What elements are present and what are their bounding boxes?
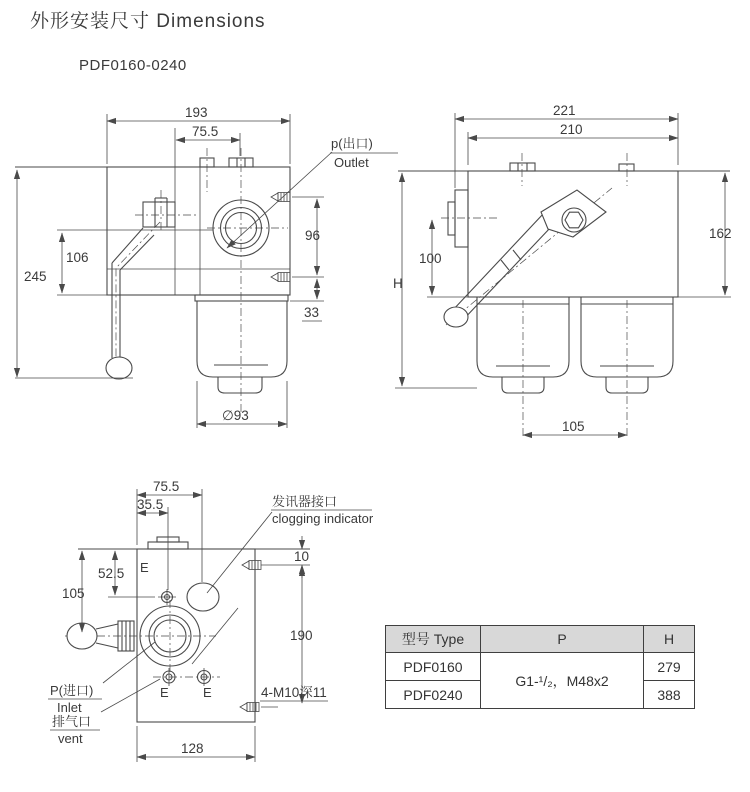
dim-top-width: 75.5 [153,479,180,494]
dim-front-bowl-dia: ∅93 [222,408,249,423]
spec-h-0: 279 [644,653,695,681]
top-handle-knob [67,623,97,649]
dim-side-bowl-spacing: 105 [562,419,585,434]
outlet-label-cn: p(出口) [331,136,373,151]
outlet-label-en: Outlet [334,155,369,170]
side-body [468,171,678,297]
side-handle [444,188,612,327]
side-mounting-studs [510,153,634,186]
dim-front-offset: 33 [304,305,320,320]
port-e1-label: E [160,685,169,700]
top-indicator-port [187,489,272,611]
dim-top-depth: 128 [181,741,204,756]
vent-label-en: vent [58,731,83,746]
side-dimensions [393,103,732,435]
thread-note: 4-M10深11 [261,685,327,700]
dim-top-height-inner: 52.5 [98,566,125,581]
page-title [30,6,266,33]
dim-top-port-offset: 10 [294,549,310,564]
dim-front-height: 245 [24,269,47,284]
front-body [107,167,290,295]
side-bracket [441,190,497,247]
front-filter-bowl [195,295,288,393]
spec-table-header-row [386,626,695,653]
front-mounting-studs [200,148,253,192]
side-handle-head [541,190,606,237]
dim-side-height-right: 162 [709,226,732,241]
dim-front-width-inner: 75.5 [192,124,219,139]
page-title-cn: 外形安装尺寸 [30,11,151,32]
top-vent-port [158,507,176,605]
top-inlet-port [65,600,238,672]
dim-side-width: 221 [553,103,576,118]
top-body [137,549,255,722]
top-dimensions [62,479,328,762]
spec-type-1: PDF0240 [386,681,481,709]
spec-header-type: 型号 Type [386,626,481,653]
spec-h-1: 388 [644,681,695,709]
front-handle-knob [106,357,132,379]
port-e-body-label: E [140,560,149,575]
port-e2-label: E [203,685,212,700]
side-handle-knob [444,307,468,327]
inlet-label-en: Inlet [57,700,82,715]
top-e-ports [153,668,220,686]
top-port-plug-lower [240,703,259,712]
top-port-plug-upper [242,561,261,570]
side-hex-nut [565,212,583,228]
dim-side-width-inner: 210 [560,122,583,137]
dim-front-height-inner: 106 [66,250,89,265]
front-outlet-label [227,136,398,248]
vent-label-cn: 排气口 [52,714,92,729]
dim-side-height-inner: 100 [419,251,442,266]
front-handle [106,222,160,379]
front-view [15,105,398,428]
spec-table [385,625,695,709]
inlet-label-cn: P(进口) [50,683,94,698]
front-outlet-port [207,148,288,412]
dim-front-ports: 96 [305,228,321,243]
dim-top-height: 105 [62,586,85,601]
dim-side-height-total: H [393,276,403,291]
side-view [393,103,732,439]
indicator-label-en: clogging indicator [272,511,374,526]
top-handle [67,621,134,651]
dim-top-port-span: 190 [290,628,313,643]
top-view [48,479,374,762]
spec-p-value: G1-¹/₂，M48x2 [481,653,644,709]
spec-type-0: PDF0160 [386,653,481,681]
side-filter-bowls [477,297,673,439]
spec-header-h: H [644,626,695,653]
top-tab [148,537,188,549]
indicator-label-cn: 发讯器接口 [272,494,338,509]
model-number: PDF0160-0240 [79,57,187,74]
dim-front-width: 193 [185,105,208,120]
page-title-en: Dimensions [156,11,266,32]
top-labels [48,494,374,746]
dim-top-width-inner: 35.5 [137,497,164,512]
front-port-plug-bottom [271,273,290,282]
front-dimensions [15,105,324,428]
spec-header-p: P [481,626,644,653]
table-row [386,653,695,681]
front-handle-boss [135,190,196,233]
front-port-plug-top [271,193,290,202]
